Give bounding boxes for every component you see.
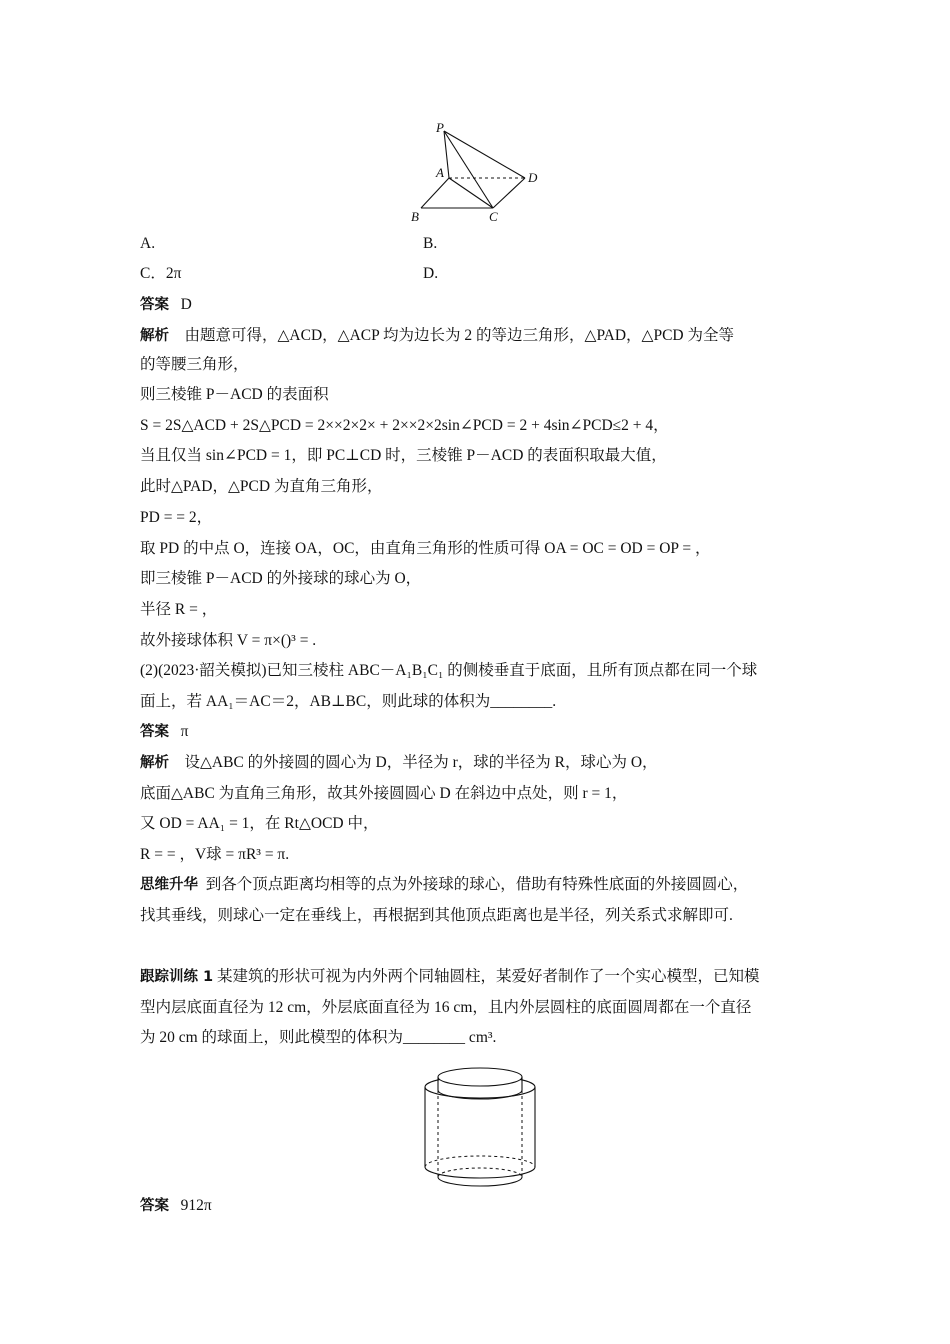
training-line-2: 型内层底面直径为 12 cm，外层底面直径为 16 cm，且内外层圆柱的底面圆周都在一个直径 [140, 999, 752, 1016]
q2-answer [140, 722, 812, 742]
vertex-label-d: D [528, 170, 538, 185]
q1-analysis-line-4: S = 2S△ACD + 2S△PCD = 2××2×2× + 2××2×2sin∠PCD = 2 + 4sin∠PCD≤2 + 4， [140, 417, 669, 434]
option-a: A. [140, 235, 156, 252]
q1-analysis-line-3: 则三棱锥 P－ACD 的表面积 [140, 386, 329, 403]
training-answer [140, 1196, 812, 1216]
q1-analysis-line-6: 此时△PAD，△PCD 为直角三角形， [140, 478, 383, 495]
insight-line-1: 思维升华 到各个顶点距离均相等的点为外接球的球心，借助有特殊性底面的外接圆圆心， [140, 876, 749, 893]
vertex-label-c: C [489, 209, 498, 224]
option-d: D. [423, 265, 439, 282]
answer-label: 答案 [140, 297, 169, 313]
insight-line-2: 找其垂线，则球心一定在垂线上，再根据到其他顶点距离也是半径，列关系式求解即可. [140, 907, 733, 924]
q1-analysis-line-11: 故外接球体积 V = π×()³ = . [140, 632, 317, 649]
q2-analysis-line-1: 解析 设△ABC 的外接圆的圆心为 D，半径为 r，球的半径为 R，球心为 O， [140, 754, 658, 771]
q1-analysis-line-10: 半径 R = ， [140, 601, 218, 618]
q1-analysis-line-8: 取 PD 的中点 O，连接 OA，OC，由直角三角形的性质可得 OA = OC = OD = OP = ， [140, 540, 711, 557]
option-c: C．2π [140, 265, 182, 282]
q2-stem-line-1: (2)(2023·韶关模拟)已知三棱柱 ABC－A₁B₁C₁ 的侧棱垂直于底面，且所有顶点都在同一个球 [140, 662, 758, 679]
pyramid-figure [405, 118, 555, 228]
answer-label: 答案 [140, 1198, 169, 1214]
analysis-label: 解析 [140, 755, 169, 771]
answer-label: 答案 [140, 724, 169, 740]
q1-analysis-line-9: 即三棱锥 P－ACD 的外接球的球心为 O， [140, 570, 422, 587]
q1-analysis-line-5: 当且仅当 sin∠PCD = 1，即 PC⊥CD 时，三棱锥 P－ACD 的表面积取最大值， [140, 447, 667, 464]
q2-analysis-line-2: 底面△ABC 为直角三角形，故其外接圆圆心 D 在斜边中点处，则 r = 1， [140, 785, 628, 802]
option-b: B. [423, 235, 438, 252]
q1-analysis-line-1: 解析 由题意可得，△ACD，△ACP 均为边长为 2 的等边三角形，△PAD，△PCD 为全等 [140, 327, 734, 344]
training-line-1: 跟踪训练 1 某建筑的形状可视为内外两个同轴圆柱，某爱好者制作了一个实心模型，已知模 [140, 968, 760, 985]
q1-analysis-line-7: PD = = 2， [140, 509, 213, 526]
answer-value: D [180, 296, 192, 313]
q2-analysis-line-3: 又 OD = AA₁ = 1，在 Rt△OCD 中， [140, 815, 379, 832]
training-label: 跟踪训练 1 [140, 969, 214, 985]
q2-analysis-line-4: R = = ，V球 = πR³ = π. [140, 846, 290, 863]
q1-analysis-line-2: 的等腰三角形， [140, 356, 249, 373]
answer-value: π [180, 723, 189, 740]
vertex-label-a: A [436, 165, 444, 180]
vertex-label-p: P [436, 120, 444, 135]
coaxial-cylinders-figure [415, 1060, 545, 1188]
analysis-label: 解析 [140, 328, 169, 344]
q1-answer [140, 295, 812, 315]
insight-label: 思维升华 [140, 877, 198, 893]
training-line-3: 为 20 cm 的球面上，则此模型的体积为________ cm³. [140, 1029, 497, 1046]
q2-stem-line-2: 面上，若 AA₁＝AC＝2，AB⊥BC，则此球的体积为________. [140, 693, 557, 710]
vertex-label-b: B [411, 209, 419, 224]
answer-value: 912π [180, 1197, 212, 1214]
